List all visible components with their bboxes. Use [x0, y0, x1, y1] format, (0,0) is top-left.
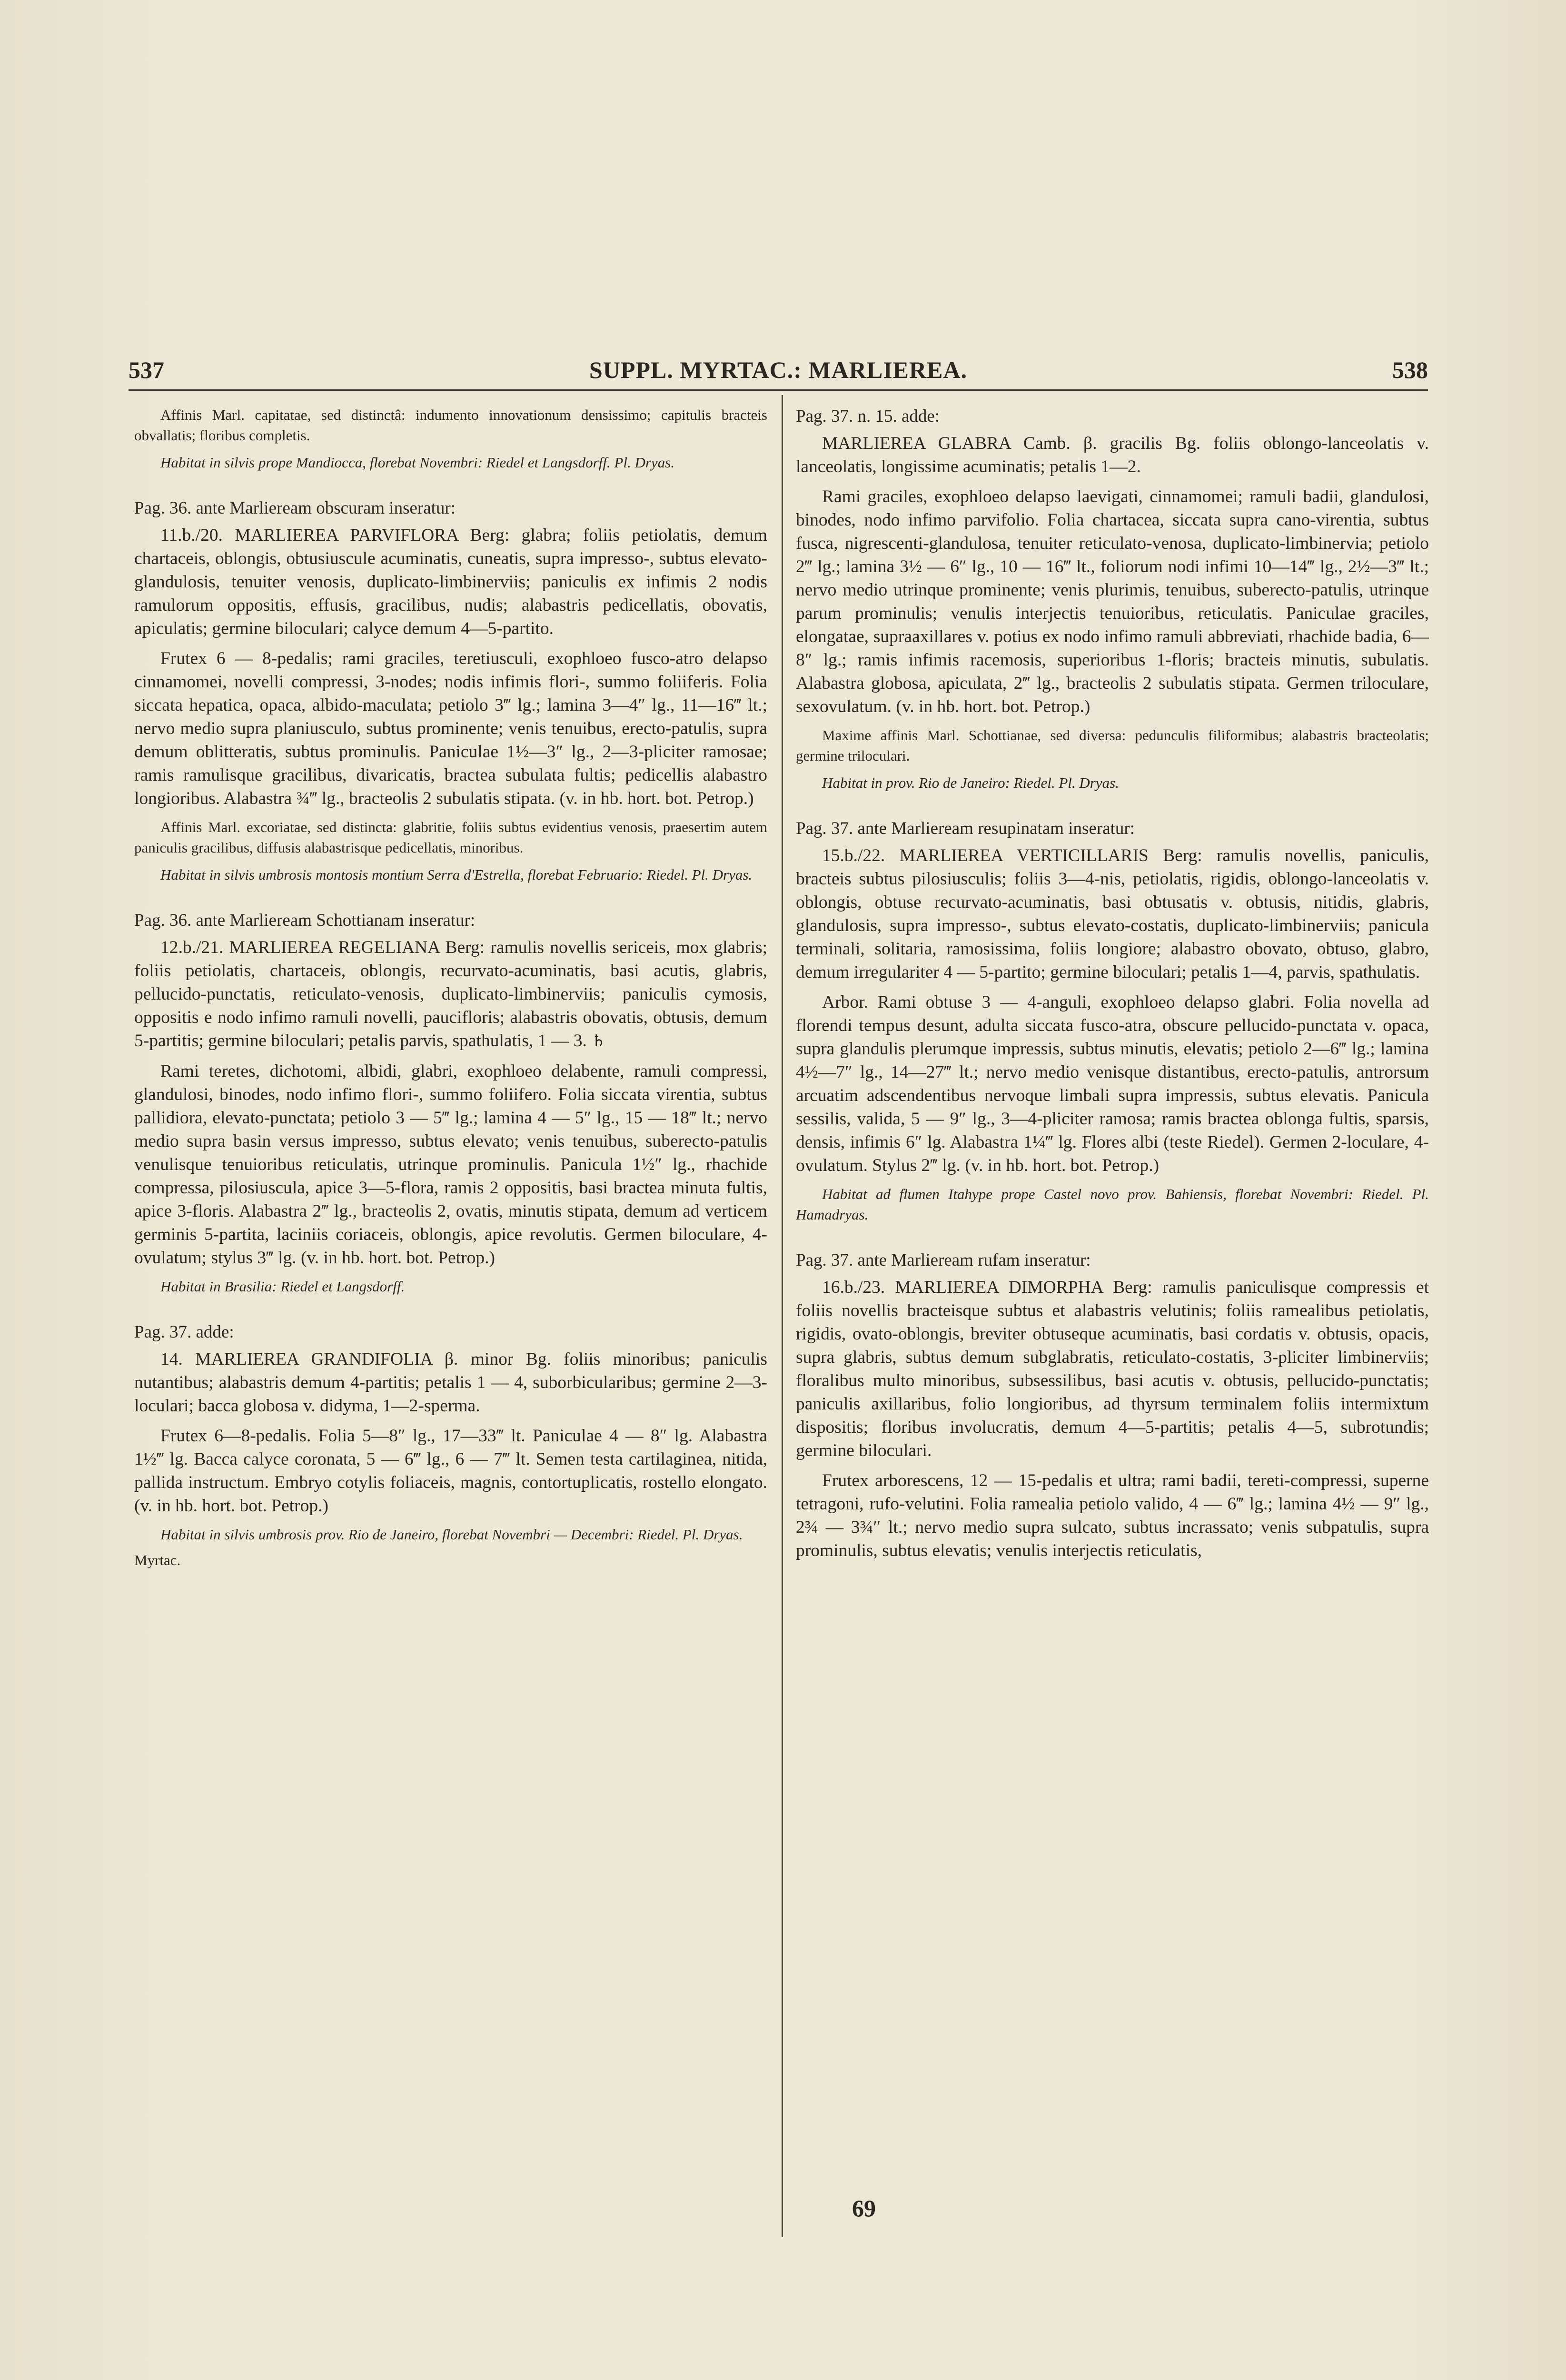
- habitat-note: Habitat ad flumen Itahype prope Castel novo prov. Bahiensis, florebat Novembri: Riedel. Pl. Hamadryas.: [796, 1186, 1429, 1223]
- species-description: Frutex 6 — 8-pedalis; rami graciles, teretiusculi, exophloeo fusco-atro delapso cinnamomei, novelli compressi, 3-nodes; nodis infimis flori-, summo foliiferis. Folia siccata hepatica, opaca, albido-maculata; petiolo 3‴ lg.; lamina 3—4″ lg., 11—16‴ lt.; nervo medio supra planiusculo, subtus prominente; venis tenuibus, erecto-patulis, supra demum oblitteratis, subtus prominulis. Paniculae 1½—3″ lg., 2—3-pliciter ramosae; ramis ramulisque gracilibus, divaricatis, bractea subulata fultis; pedicellis alabastro longioribus. Alabastra ¾‴ lg., bracteolis 2 subulatis stipata. (v. in hb. hort. bot. Petrop.): [134, 649, 767, 808]
- page-number-left: 537: [129, 357, 164, 383]
- signature-mark: Myrtac.: [134, 1552, 181, 1568]
- variety-description: Rami graciles, exophloeo delapso laevigati, cinnamomei; ramuli badii, glandulosi, binodes, nodo infimo parvifolio. Folia chartacea, siccata supra cano-virentia, subtus fusca, nigrescenti-glandulosa, tenuiter reticulato-venosa, duplicato-limbinervia; petiolo 2‴ lg.; lamina 3½ — 6″ lg., 10 — 16‴ lt., foliorum nodi infimi 10—14‴ lg., 2½—3‴ lt.; nervo medio utrinque prominente; venis plurimis, tenuibus, suberecto-patulis, utrinque parum prominulis; venulis interjectis tenuioribus, reticulatis. Paniculae graciles, elongatae, supraaxillares v. potius ex nodo infimo ramuli abbreviati, rhachide badia, 6—8″ lg.; ramis infimis racemosis, superioribus 1-floris; bracteis minutis, subulatis. Alabastra globosa, apiculata, 2‴ lg., bracteolis 2 subulatis stipata. Germen triloculare, sexovulatum. (v. in hb. hort. bot. Petrop.): [796, 487, 1429, 716]
- species-description: Frutex arborescens, 12 — 15-pedalis et ultra; rami badii, tereti-compressi, superne tetragoni, rufo-velutini. Folia ramealia petiolo valido, 4 — 6‴ lg.; lamina 4½ — 9″ lg., 2¾ — 3¾″ lt.; nervo medio supra sulcato, subtus incrassato; venis subpatulis, supra prominulis, subtus elevatis; venulis interjectis reticulatis,: [796, 1471, 1429, 1560]
- insertion-instruction: Pag. 37. ante Marlieream rufam inseratur:: [796, 1250, 1091, 1270]
- habitat-note: Habitat in Brasilia: Riedel et Langsdorff.: [160, 1278, 405, 1295]
- species-diagnosis: 14. MARLIEREA GRANDIFOLIA β. minor Bg. foliis minoribus; paniculis nutantibus; alabastris demum 4-partitis; petalis 1 — 4, suborbicularibus; germine 2—3-loculari; bacca globosa v. didyma, 1—2-sperma.: [134, 1349, 767, 1416]
- affinity-note: Affinis Marl. excoriatae, sed distincta: glabritie, foliis subtus evidentius venosis, praesertim autem paniculis gracilibus, diffusis alabastrisque pedicellatis, minoribus.: [134, 819, 767, 856]
- variety-diagnosis: MARLIEREA GLABRA Camb. β. gracilis Bg. foliis oblongo-lanceolatis v. lanceolatis, longissime acuminatis; petalis 1—2.: [796, 434, 1429, 476]
- shrub-symbol: ♄: [591, 1032, 606, 1050]
- affinity-note: Maxime affinis Marl. Schottianae, sed diversa: pedunculis filiformibus; alabastris bracteolatis; germine triloculari.: [796, 727, 1429, 764]
- species-diagnosis: 16.b./23. MARLIEREA DIMORPHA Berg: ramulis paniculisque compressis et foliis novellis bracteisque subtus et alabastris velutinis; foliis ramealibus petiolatis, rigidis, ovato-oblongis, breviter obtuseque acuminatis, basi cordatis v. obtusis, opacis, supra glabris, subtus demum subglabratis, reticulato-costatis, 3-pliciter limbinerviis; floralibus multo minoribus, subsessilibus, basi acutis v. obtusis, pellucido-punctatis; paniculis axillaribus, folio longioribus, ad thyrsum terminalem foliis intermixtum dispositis; floribus involucratis, demum 4—5-partitis; petalis 4—5, subrotundis; germine biloculari.: [796, 1278, 1429, 1460]
- species-description: Arbor. Rami obtuse 3 — 4-anguli, exophloeo delapso glabri. Folia novella ad florendi tempus desunt, adulta siccata fusco-atra, obscure pellucido-punctata v. opaca, supra glandulis plerumque impressis, subtus minutis, elevatis; petiolo 2—6‴ lg.; lamina 4½—7″ lg., 14—27‴ lt.; nervo medio venisque distantibus, erecto-patulis, antrorsum arcuatim adscendentibus nervoque limbali supra impressis, subtus elevatis. Panicula sessilis, valida, 5 — 9″ lg., 3—4-pliciter ramosa; ramis bractea oblonga fultis, sparsis, densis, infimis 6″ lg. Alabastra 1¼‴ lg. Flores albi (teste Riedel). Germen 2-loculare, 4-ovulatum. Stylus 2‴ lg. (v. in hb. hort. bot. Petrop.): [796, 992, 1429, 1175]
- insertion-instruction: Pag. 37. ante Marlieream resupinatam inseratur:: [796, 819, 1135, 838]
- insertion-instruction: Pag. 37. n. 15. adde:: [796, 407, 940, 426]
- running-title: SUPPL. MYRTAC.: MARLIEREA.: [589, 357, 968, 383]
- habitat-note: Habitat in silvis prope Mandiocca, florebat Novembri: Riedel et Langsdorff. Pl. Dryas.: [160, 454, 675, 471]
- habitat-note: Habitat in silvis umbrosis prov. Rio de Janeiro, florebat Novembri — Decembri: Riedel. Pl. Dryas.: [160, 1526, 743, 1543]
- habitat-note: Habitat in silvis umbrosis montosis montium Serra d'Estrella, florebat Februario: Riedel. Pl. Dryas.: [160, 866, 753, 883]
- column-divider: [782, 395, 783, 2237]
- sheet-number: 69: [852, 2195, 876, 2221]
- affinity-note: Affinis Marl. capitatae, sed distinctâ: indumento innovationum densissimo; capitulis bracteis obvallatis; floribus completis.: [134, 407, 767, 444]
- species-diagnosis: 15.b./22. MARLIEREA VERTICILLARIS Berg: ramulis novellis, paniculis, bracteis subtus pilosiusculis; foliis 3—4-nis, petiolatis, rigidis, oblongo-lanceolatis v. oblongis, obtuse recurvato-acuminatis, basi obtusatis v. obtusis, nitidis, glabris, glandulosis, supra impresso-, subtus elevato-costatis, duplicato-limbinerviis; panicula terminali, solitaria, ramosissima, foliis longiore; alabastro obovato, obtuso, glabro, demum irregulariter 4 — 5-partito; germine biloculari; petalis 1—4, parvis, spathulatis.: [796, 846, 1429, 982]
- header-rule: [129, 389, 1428, 391]
- insertion-instruction: Pag. 37. adde:: [134, 1322, 234, 1342]
- species-diagnosis-text: 12.b./21. MARLIEREA REGELIANA Berg: ramulis novellis sericeis, mox glabris; foliis petiolatis, chartaceis, oblongis, recurvato-acuminatis, basi acutis, glabris, pellucido-punctatis, reticulato-venosis, duplicato-limbinerviis; paniculis cymosis, oppositis e nodo infimo ramuli novelli, paucifloris; alabastris obovatis, obtusis, demum 5-partitis; germine biloculari; petalis parvis, spathulatis, 1 — 3.: [134, 938, 767, 1051]
- insertion-instruction: Pag. 36. ante Marlieream obscuram inseratur:: [134, 498, 456, 518]
- page-number-right: 538: [1392, 357, 1428, 383]
- habitat-note: Habitat in prov. Rio de Janeiro: Riedel. Pl. Dryas.: [822, 774, 1119, 791]
- species-diagnosis: [134, 936, 767, 1053]
- species-description: Rami teretes, dichotomi, albidi, glabri, exophloeo delabente, ramuli compressi, glandulosi, binodes, nodo infimo flori-, summo foliifero. Folia siccata virentia, subtus pallidiora, elevato-punctata; petiolo 3 — 5‴ lg.; lamina 4 — 5″ lg., 15 — 18‴ lt.; nervo medio supra basin versus impresso, subtus elevato; venis tenuibus, suberecto-patulis venulisque tenuioribus reticulatis, utrinque prominulis. Panicula 1½″ lg., rhachide compressa, pilosiuscula, apice 3—5-flora, ramis 2 oppositis, basi bractea minuta fultis, apice 3-floris. Alabastra 2‴ lg., bracteolis 2, ovatis, minutis stipata, demum ad verticem germinis 5-partita, laciniis coriaceis, oblongis, apice revolutis. Germen biloculare, 4-ovulatum; stylus 3‴ lg. (v. in hb. hort. bot. Petrop.): [134, 1061, 767, 1268]
- left-column: [134, 405, 767, 1572]
- species-description: Frutex 6—8-pedalis. Folia 5—8″ lg., 17—33‴ lt. Paniculae 4 — 8″ lg. Alabastra 1½‴ lg. Bacca calyce coronata, 5 — 6‴ lg., 6 — 7‴ lt. Semen testa cartilaginea, nitida, pallida instructum. Embryo cotylis foliaceis, magnis, contortuplicatis, rostello elongato. (v. in hb. hort. bot. Petrop.): [134, 1426, 767, 1516]
- right-column: [796, 405, 1429, 1569]
- insertion-instruction: Pag. 36. ante Marlieream Schottianam inseratur:: [134, 911, 476, 930]
- species-diagnosis: 11.b./20. MARLIEREA PARVIFLORA Berg: glabra; foliis petiolatis, demum chartaceis, oblongis, obtusiuscule acuminatis, cuneatis, supra impresso-, subtus elevato-glandulosis, tenuiter venosis, duplicato-limbinerviis; paniculis ex infimis 2 nodis ramulorum oppositis, effusis, gracilibus, nudis; alabastris pedicellatis, obovatis, apiculatis; germine biloculari; calyce demum 4—5-partito.: [134, 526, 767, 638]
- running-header: [129, 356, 1428, 385]
